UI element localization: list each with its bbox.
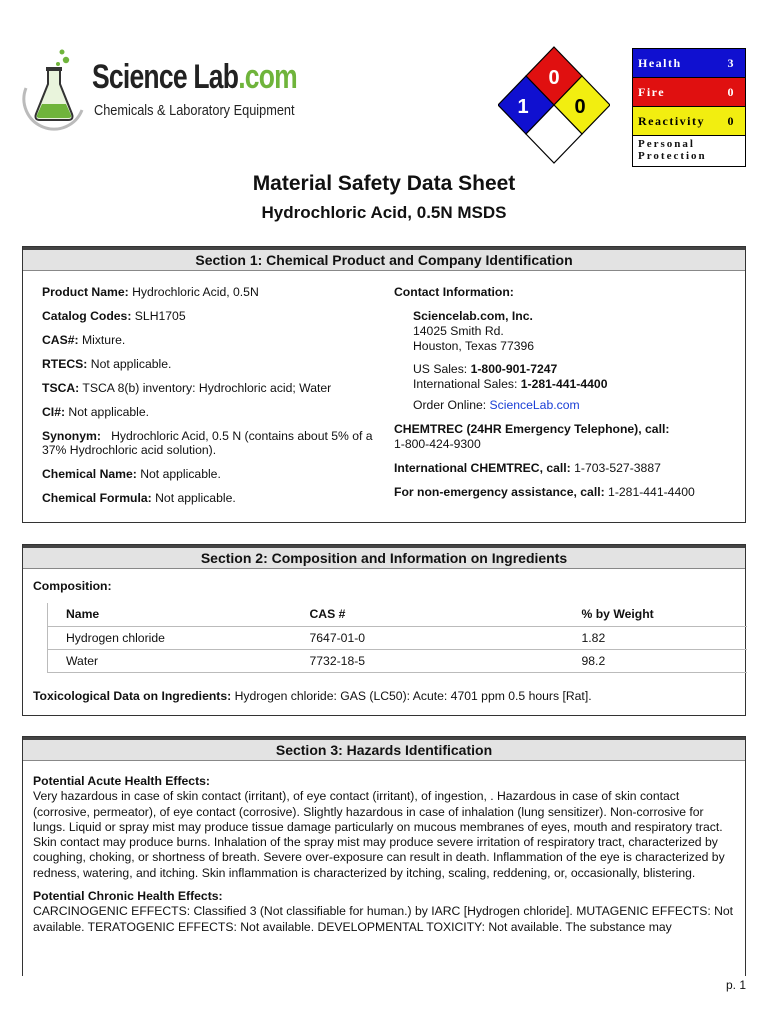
field-chemical-formula: Chemical Formula: Not applicable. — [42, 491, 236, 505]
logo-tagline: Chemicals & Laboratory Equipment — [94, 102, 295, 119]
sciencelab-logo — [22, 48, 302, 132]
column-header-cas: CAS # — [292, 603, 564, 626]
ingredient-cas: 7732-18-5 — [292, 649, 564, 672]
field-rtecs: RTECS: Not applicable. — [42, 357, 172, 371]
section-1-right-column — [394, 285, 739, 509]
contact-label: Contact Information: — [394, 285, 514, 299]
sciencelab-link[interactable]: ScienceLab.com — [489, 398, 580, 412]
hmis-health-row — [633, 49, 745, 78]
ingredient-weight: 98.2 — [564, 649, 748, 672]
column-header-name: Name — [48, 603, 292, 626]
chemtrec-label: CHEMTREC (24HR Emergency Telephone), call: — [394, 422, 670, 436]
hmis-fire-label: Fire — [638, 84, 666, 99]
nfpa-fire-value: 0 — [548, 67, 560, 89]
non-emergency-assistance: For non-emergency assistance, call: 1-281-441-4400 — [394, 485, 695, 499]
ingredient-cas: 7647-01-0 — [292, 626, 564, 649]
acute-health-effects: Potential Acute Health Effects: Very hazardous in case of skin contact (irritant), of eye contact (irritant), of ingestion, . Hazardous in case of skin contact (corrosive, permeator), of eye contact (corrosive). Slightly hazardous in case of inhalation (lung sensitizer). Non-corrosive for lungs. Liquid or spray mist may produce tissue damage particularly on mucous membranes of eyes, mouth and respiratory tract. Skin contact may produce burns. Inhalation of the spray mist may produce severe irritation of respiratory tract, characterized by coughing, choking, or shortness of breath. Severe over-exposure can result in death. Inflammation of the eye is characterized by redness, watering, and itching. Skin inflammation is characterized by itching, scaling, reddening, or, occasionally, blistering. — [33, 774, 725, 880]
international-sales: International Sales: 1-281-441-4400 — [413, 377, 608, 391]
hmis-rating-box — [632, 48, 746, 167]
hmis-reactivity-label: Reactivity — [638, 113, 705, 128]
page-subtitle: Hydrochloric Acid, 0.5N MSDS — [261, 203, 507, 222]
hmis-fire-row — [633, 78, 745, 107]
section-1-header: Section 1: Chemical Product and Company Identification — [23, 247, 745, 271]
ingredient-name: Hydrogen chloride — [48, 626, 292, 649]
composition-table — [47, 603, 747, 673]
hmis-reactivity-value: 0 — [727, 113, 735, 128]
table-row — [48, 649, 748, 672]
section-3-body — [33, 774, 739, 943]
hmis-reactivity-row — [633, 107, 745, 136]
section-3 — [22, 736, 746, 976]
company-name: Sciencelab.com, Inc. — [413, 309, 533, 323]
international-chemtrec: International CHEMTREC, call: 1-703-527-3887 — [394, 461, 661, 475]
composition-label: Composition: — [33, 579, 112, 593]
field-ci: CI#: Not applicable. — [42, 405, 150, 419]
field-tsca: TSCA: TSCA 8(b) inventory: Hydrochloric acid; Water — [42, 381, 332, 395]
hmis-health-value: 3 — [727, 55, 735, 70]
order-online: Order Online: ScienceLab.com — [413, 398, 580, 412]
table-row — [48, 626, 748, 649]
nfpa-health-value: 1 — [517, 96, 529, 118]
flask-icon — [22, 48, 88, 132]
page-title: Material Safety Data Sheet — [252, 172, 516, 195]
field-product-name: Product Name: Hydrochloric Acid, 0.5N — [42, 285, 259, 299]
company-address-2: Houston, Texas 77396 — [413, 339, 535, 353]
hmis-fire-value: 0 — [727, 84, 735, 99]
field-cas: CAS#: Mixture. — [42, 333, 126, 347]
field-chemical-name: Chemical Name: Not applicable. — [42, 467, 221, 481]
table-header-row — [48, 603, 748, 626]
toxicological-data: Toxicological Data on Ingredients: Hydrogen chloride: GAS (LC50): Acute: 4701 ppm 0.5 hours [Rat]. — [33, 689, 592, 703]
company-address-1: 14025 Smith Rd. — [413, 324, 504, 338]
section-3-header: Section 3: Hazards Identification — [23, 737, 745, 761]
hmis-ppe-label: Personal Protection — [633, 136, 745, 166]
field-synonym: Synonym: Hydrochloric Acid, 0.5 N (contains about 5% of a 37% Hydrochloric acid solution). — [42, 429, 373, 457]
section-1-left-column — [42, 285, 380, 515]
page-number: p. 1 — [725, 978, 746, 992]
section-1 — [22, 246, 746, 523]
logo-brand: Science Lab.com — [92, 58, 297, 96]
ingredient-name: Water — [48, 649, 292, 672]
chemtrec-number: 1-800-424-9300 — [394, 437, 481, 451]
nfpa-diamond — [498, 46, 610, 164]
section-2 — [22, 544, 746, 716]
field-catalog-codes: Catalog Codes: SLH1705 — [42, 309, 186, 323]
hmis-health-label: Health — [638, 55, 682, 70]
ingredient-weight: 1.82 — [564, 626, 748, 649]
column-header-weight: % by Weight — [564, 603, 748, 626]
us-sales: US Sales: 1-800-901-7247 — [413, 362, 558, 376]
chronic-health-effects: Potential Chronic Health Effects: CARCINOGENIC EFFECTS: Classified 3 (Not classifiable for human.) by IARC [Hydrogen chloride]. MUTAGENIC EFFECTS: Not available. TERATOGENIC EFFECTS: Not available. DEVELOPMENTAL TOXICITY: Not available. The substance may — [33, 889, 734, 934]
section-2-header: Section 2: Composition and Information on Ingredients — [23, 545, 745, 569]
nfpa-reactivity-value: 0 — [574, 96, 586, 118]
